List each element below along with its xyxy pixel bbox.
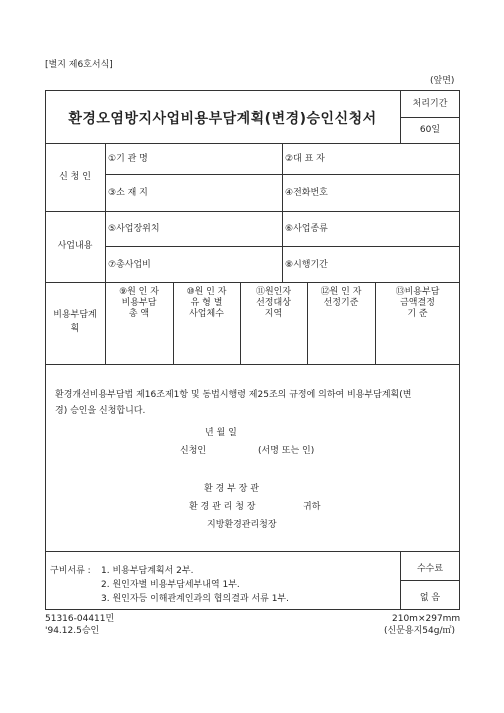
plan-column-header: ⑨원 인 자 비용부담 총 액	[119, 287, 159, 319]
fee-label: 수수료	[416, 564, 444, 574]
period-label: ⑧시행기간	[285, 260, 328, 270]
form-code: 51316-04411민	[45, 614, 115, 624]
divider	[282, 143, 283, 282]
divider	[105, 143, 106, 364]
representative-label: ②대 표 자	[285, 154, 325, 164]
recipient-regional: 지방환경관리청장	[207, 520, 277, 530]
processing-period-value: 60일	[419, 125, 441, 135]
approval-date: '94.12.5승인	[45, 626, 100, 636]
page-side-label: (앞면)	[430, 76, 455, 86]
statement-line-1: 환경개선비용부담법 제16조제1항 및 동법시행령 제25조의 규정에 의하여 비용부담계획(변	[55, 390, 412, 400]
paper-size: 210m×297mm	[392, 614, 461, 624]
attachments-label: 구비서류 :	[50, 566, 91, 576]
divider	[45, 551, 460, 552]
fee-value: 없 음	[419, 593, 441, 603]
plan-column-header: ⑬비용부담 금액결정 기 준	[395, 287, 440, 319]
divider	[45, 282, 460, 283]
date-line: 년 월 일	[205, 428, 237, 438]
agency-name-label: ①기 관 명	[108, 154, 148, 164]
processing-period-label: 처리기간	[412, 99, 448, 109]
divider	[45, 211, 460, 212]
recipient-director: 환 경 관 리 청 장	[189, 502, 256, 512]
plan-column-header: ⑪원인자 선정대상 지역	[255, 287, 292, 319]
applicant-section-label: 신 청 인	[59, 172, 91, 182]
site-location-label: ⑤사업장위치	[108, 224, 160, 234]
form-title: 환경오염방지사업비용부담계획(변경)승인신청서	[68, 111, 377, 127]
statement-line-2: 경) 승인을 신청합니다.	[55, 406, 146, 416]
plan-column-header: ⑩원 인 자 유 형 별 사업체수	[186, 287, 227, 319]
divider	[400, 117, 460, 118]
plan-column-header: ⑫원 인 자 선정기준	[320, 287, 362, 308]
plan-section-label: 비용부담계	[53, 310, 97, 320]
attachment-item: 1. 비용부담계획서 2부.	[101, 566, 194, 576]
business-type-label: ⑥사업종류	[285, 224, 328, 234]
total-cost-label: ⑦총사업비	[108, 260, 151, 270]
business-section-label: 사업내용	[57, 241, 93, 251]
signature-placeholder: (서명 또는 인)	[258, 446, 315, 456]
divider	[45, 143, 460, 144]
phone-label: ④전화번호	[285, 188, 328, 198]
attachment-item: 3. 원인자등 이해관계인과의 협의결과 서류 1부.	[101, 594, 289, 604]
plan-section-label-cont: 획	[70, 324, 80, 334]
divider	[400, 580, 460, 581]
applicant-sign-label: 신청인	[180, 446, 207, 456]
application-form	[45, 90, 460, 610]
attachment-item: 2. 원인자별 비용부담세부내역 1부.	[101, 580, 240, 590]
address-label: ③소 재 지	[108, 188, 148, 198]
recipient-minister: 환 경 부 장 관	[204, 484, 259, 494]
form-number: [별지 제6호서식]	[45, 60, 113, 70]
honorific: 귀하	[303, 502, 321, 512]
paper-type: (신문용지54g/㎡)	[384, 626, 455, 636]
divider	[45, 364, 460, 365]
